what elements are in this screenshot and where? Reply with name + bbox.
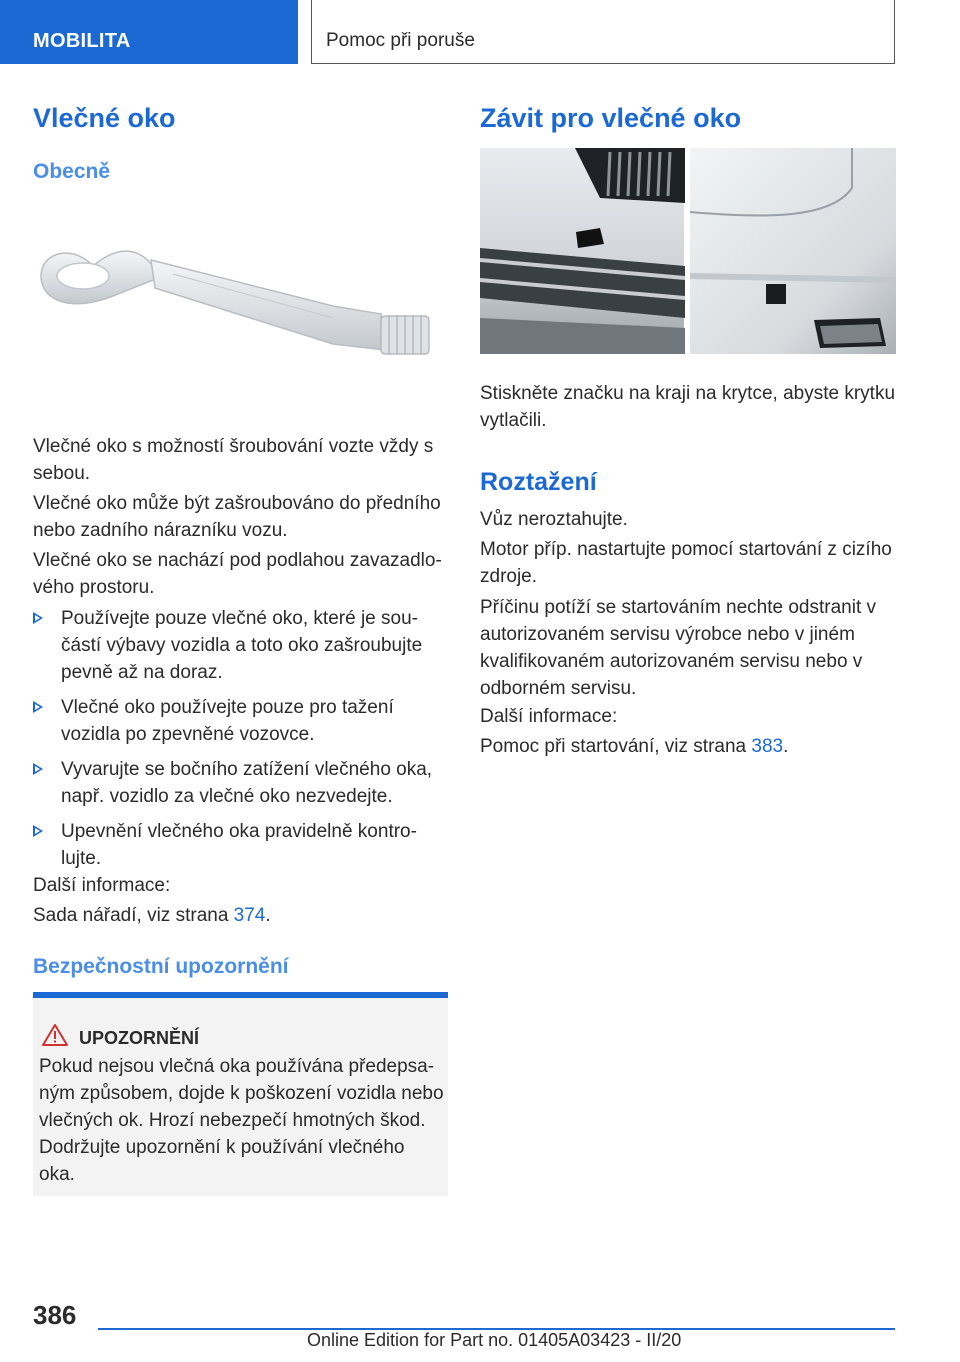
toolkit-reference: Sada nářadí, viz strana 374. xyxy=(33,905,271,926)
safety-heading: Bezpečnostní upozornění xyxy=(33,955,289,978)
more-info-label: Další informace: xyxy=(33,875,171,896)
list-item: Vyvarujte se bočního zatížení vlečného oka, např. vozidlo za vlečné oko nezvedejte. xyxy=(33,756,448,810)
warning-text: Pokud nejsou vlečná oka používána předepsaným způsobem, dojde k poškození vozidla nebo vlečných ok. Hrozí nebezpečí hmotných škod. Dodržujte upozornění k používání vlečného oka. xyxy=(39,1056,444,1185)
triangle-bullet-icon xyxy=(33,763,43,775)
warning-triangle-icon xyxy=(41,1023,69,1047)
tow-eye-illustration xyxy=(33,208,448,413)
bumper-photos xyxy=(480,148,896,354)
chapter-tab xyxy=(311,0,895,64)
edition-note: Online Edition for Part no. 01405A03423 - II/20 xyxy=(307,1330,682,1350)
photo-caption: Stiskněte značku na kraji na krytce, abyste krytku vytlačili. xyxy=(480,383,896,431)
towing-heading: Roztažení xyxy=(480,468,597,496)
page-link-383[interactable]: 383 xyxy=(751,736,784,757)
more-info-label-right: Další informace: xyxy=(480,706,618,727)
paragraph-service: Příčinu potíží se startováním nechte odstranit v autorizovaném servisu výrobce nebo v jiném kvalifikovaném autorizovaném servisu nebo v odborném servisu. xyxy=(480,597,877,699)
subtitle-general: Obecně xyxy=(33,160,111,183)
warning-heading: UPOZORNĚNÍ xyxy=(79,1028,200,1048)
instruction-list xyxy=(33,605,448,880)
triangle-bullet-icon xyxy=(33,701,43,713)
page-title: Vlečné oko xyxy=(33,103,176,133)
page-number: 386 xyxy=(33,1300,77,1330)
jump-start-reference: Pomoc při startování, viz strana 383. xyxy=(480,736,789,757)
paragraph-screw: Vlečné oko může být zašroubováno do předního nebo zadního nárazníku vozu. xyxy=(33,493,441,541)
section-tab xyxy=(0,0,298,64)
triangle-bullet-icon xyxy=(33,612,43,624)
paragraph-location: Vlečné oko se nachází pod podlahou zavazadlového prostoru. xyxy=(33,550,442,598)
section-label: MOBILITA xyxy=(33,30,131,52)
page-link-374[interactable]: 374 xyxy=(233,905,266,926)
paragraph-no-tow: Vůz neroztahujte. xyxy=(480,509,628,530)
paragraph-carry: Vlečné oko s možností šroubování vozte vždy s sebou. xyxy=(33,436,434,484)
list-item: Vlečné oko používejte pouze pro tažení vozidla po zpevněné vozovce. xyxy=(33,694,448,748)
list-item: Používejte pouze vlečné oko, které je součástí výbavy vozidla a toto oko zašroubujte pevně až na doraz. xyxy=(33,605,448,686)
warning-box xyxy=(33,992,448,1196)
thread-title: Závit pro vlečné oko xyxy=(480,103,742,133)
chapter-label: Pomoc při poruše xyxy=(326,30,475,51)
list-item: Upevnění vlečného oka pravidelně kontrolujte. xyxy=(33,818,448,872)
paragraph-jump-start: Motor příp. nastartujte pomocí startování z cizího zdroje. xyxy=(480,539,892,587)
triangle-bullet-icon xyxy=(33,825,43,837)
